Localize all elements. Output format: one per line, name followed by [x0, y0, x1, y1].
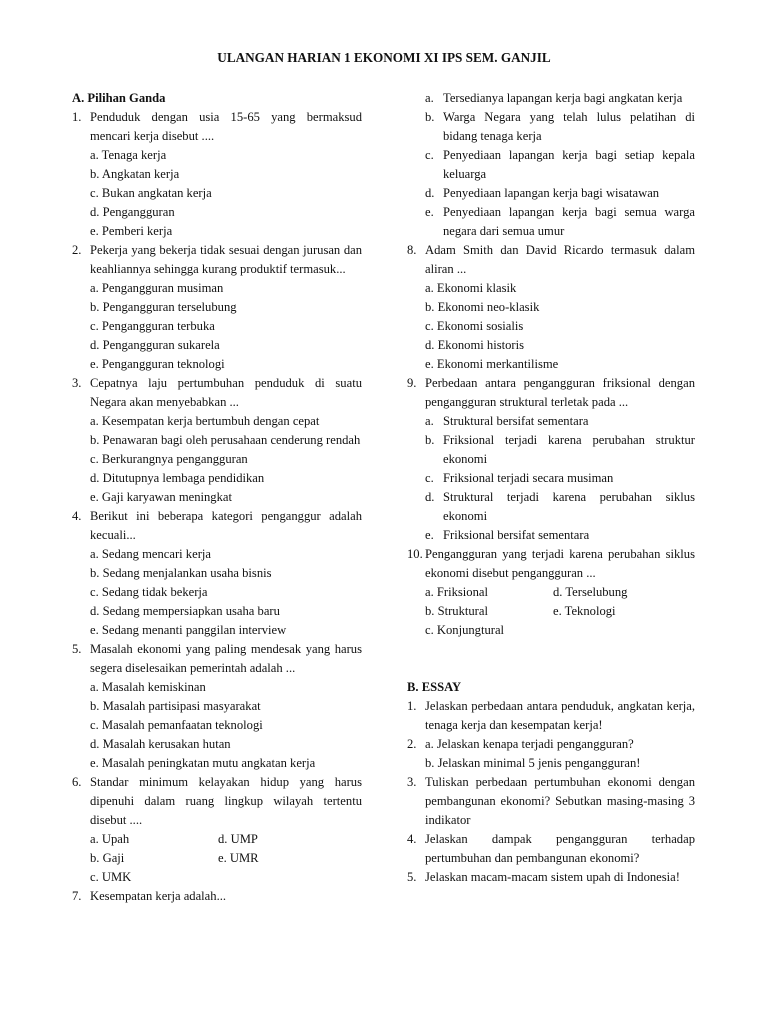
- option: [407, 203, 695, 241]
- option-letter: d.: [425, 490, 435, 504]
- question-text: Penduduk dengan usia 15-65 yang bermaksud mencari kerja disebut ....: [90, 110, 362, 143]
- option: d. Ekonomi historis: [425, 338, 525, 352]
- option: a. Masalah kemiskinan: [90, 680, 206, 694]
- option-letter: e.: [425, 205, 434, 219]
- option: c. Konjungtural: [425, 623, 505, 637]
- question-number: 9.: [407, 376, 417, 390]
- essay-question-5: [407, 868, 695, 887]
- option-letter: a.: [425, 91, 434, 105]
- section-a-heading: A. Pilihan Ganda: [72, 91, 166, 105]
- option: c. Berkurangnya pengangguran: [90, 452, 248, 466]
- option: b. Sedang menjalankan usaha bisnis: [90, 566, 272, 580]
- question-text: Jelaskan dampak pengangguran terhadap pertumbuhan dan pembangunan ekonomi?: [425, 832, 695, 865]
- option: [407, 146, 695, 184]
- option: e. Teknologi: [553, 604, 616, 618]
- question-text: Cepatnya laju pertumbuhan penduduk di suatu Negara akan menyebabkan ...: [90, 376, 362, 409]
- option: e. Pemberi kerja: [90, 224, 173, 238]
- option-text: Struktural bersifat sementara: [443, 414, 589, 428]
- question-8: [407, 241, 695, 279]
- option: a. Ekonomi klasik: [425, 281, 517, 295]
- option-text: Friksional bersifat sementara: [443, 528, 590, 542]
- option-row: [72, 830, 362, 849]
- option-letter: e.: [425, 528, 434, 542]
- question-text: Adam Smith dan David Ricardo termasuk dalam aliran ...: [425, 243, 695, 276]
- question-number: 1.: [72, 110, 82, 124]
- option-text: Penyediaan lapangan kerja bagi setiap kepala keluarga: [443, 148, 695, 181]
- question-text: Jelaskan macam-macam sistem upah di Indonesia!: [425, 870, 680, 884]
- option: c. Sedang tidak bekerja: [90, 585, 208, 599]
- essay-question-3: [407, 773, 695, 830]
- option: c. UMK: [90, 870, 132, 884]
- question-text: a. Jelaskan kenapa terjadi pengangguran?: [425, 737, 634, 751]
- left-column: [72, 89, 362, 906]
- option-text: Penyediaan lapangan kerja bagi semua warga negara dari semua umur: [443, 205, 695, 238]
- question-text: Pengangguran yang terjadi karena perubahan siklus ekonomi disebut pengangguran ...: [425, 547, 695, 580]
- option: b. Angkatan kerja: [90, 167, 180, 181]
- question-4: [72, 507, 362, 545]
- question-number: 7.: [72, 889, 82, 903]
- option-letter: c.: [425, 471, 434, 485]
- option-letter: b.: [425, 433, 435, 447]
- option: a. Kesempatan kerja bertumbuh dengan cepat: [90, 414, 320, 428]
- right-column: [407, 89, 695, 887]
- option: [407, 412, 695, 431]
- option: [407, 89, 695, 108]
- question-number: 6.: [72, 775, 82, 789]
- question-number: 5.: [407, 870, 417, 884]
- option-letter: c.: [425, 148, 434, 162]
- question-number: 2.: [72, 243, 82, 257]
- option: [407, 108, 695, 146]
- essay-question-4: [407, 830, 695, 868]
- option: d. Ditutupnya lembaga pendidikan: [90, 471, 265, 485]
- question-10: [407, 545, 695, 583]
- option: b. Struktural: [425, 604, 488, 618]
- question-text: Pekerja yang bekerja tidak sesuai dengan jurusan dan keahliannya sehingga kurang produktif termasuk...: [90, 243, 362, 276]
- option: [407, 184, 695, 203]
- option: e. Pengangguran teknologi: [90, 357, 225, 371]
- question-text: b. Jelaskan minimal 5 jenis pengangguran!: [425, 756, 641, 770]
- option-text: Penyediaan lapangan kerja bagi wisatawan: [443, 186, 660, 200]
- question-number: 1.: [407, 699, 417, 713]
- question-number: 10.: [407, 547, 423, 561]
- option: b. Ekonomi neo-klasik: [425, 300, 540, 314]
- question-number: [407, 754, 425, 773]
- option: a. Friksional: [425, 585, 488, 599]
- essay-question-2b: [407, 754, 695, 773]
- question-number: 5.: [72, 642, 82, 656]
- option-letter: a.: [425, 414, 434, 428]
- question-text: Kesempatan kerja adalah...: [90, 889, 227, 903]
- option: c. Masalah pemanfaatan teknologi: [90, 718, 263, 732]
- option: e. UMR: [218, 851, 259, 865]
- option: [407, 526, 695, 545]
- question-2: [72, 241, 362, 279]
- question-number: 8.: [407, 243, 417, 257]
- question-3: [72, 374, 362, 412]
- option: e. Masalah peningkatan mutu angkatan kerja: [90, 756, 316, 770]
- option: b. Penawaran bagi oleh perusahaan cenderung rendah: [90, 433, 361, 447]
- option-text: Friksional terjadi karena perubahan struktur ekonomi: [443, 433, 695, 466]
- option: b. Masalah partisipasi masyarakat: [90, 699, 261, 713]
- question-text: Standar minimum kelayakan hidup yang harus dipenuhi dalam ruang lingkup wilayah tertentu disebut ....: [90, 775, 362, 827]
- question-number: 3.: [72, 376, 82, 390]
- option: a. Sedang mencari kerja: [90, 547, 211, 561]
- option: e. Gaji karyawan meningkat: [90, 490, 232, 504]
- option: c. Ekonomi sosialis: [425, 319, 524, 333]
- option: b. Pengangguran terselubung: [90, 300, 237, 314]
- question-text: Masalah ekonomi yang paling mendesak yang harus segera diselesaikan pemerintah adalah ...: [90, 642, 362, 675]
- question-text: Tuliskan perbedaan pertumbuhan ekonomi dengan pembangunan ekonomi? Sebutkan masing-masing 3 indikator: [425, 775, 695, 827]
- option: c. Bukan angkatan kerja: [90, 186, 212, 200]
- option: [407, 488, 695, 526]
- option: d. Masalah kerusakan hutan: [90, 737, 231, 751]
- page-title: ULANGAN HARIAN 1 EKONOMI XI IPS SEM. GANJIL: [217, 50, 551, 65]
- option-row: [72, 849, 362, 868]
- option: a. Tenaga kerja: [90, 148, 167, 162]
- option-text: Tersedianya lapangan kerja bagi angkatan kerja: [443, 91, 683, 105]
- option: e. Ekonomi merkantilisme: [425, 357, 559, 371]
- question-text: Jelaskan perbedaan antara penduduk, angkatan kerja, tenaga kerja dan kesempatan kerja!: [425, 699, 695, 732]
- question-number: 4.: [407, 832, 417, 846]
- option-letter: b.: [425, 110, 435, 124]
- option: a. Pengangguran musiman: [90, 281, 224, 295]
- option: d. UMP: [218, 832, 258, 846]
- question-1: [72, 108, 362, 146]
- option-row: [407, 602, 695, 621]
- option: b. Gaji: [90, 851, 125, 865]
- essay-question-1: [407, 697, 695, 735]
- option-text: Friksional terjadi secara musiman: [443, 471, 614, 485]
- option: d. Pengangguran: [90, 205, 175, 219]
- option-text: Warga Negara yang telah lulus pelatihan di bidang tenaga kerja: [443, 110, 695, 143]
- option: a. Upah: [90, 832, 130, 846]
- option: d. Pengangguran sukarela: [90, 338, 220, 352]
- question-text: Berikut ini beberapa kategori penganggur adalah kecuali...: [90, 509, 362, 542]
- question-9: [407, 374, 695, 412]
- question-number: 4.: [72, 509, 82, 523]
- option: d. Sedang mempersiapkan usaha baru: [90, 604, 280, 618]
- option: e. Sedang menanti panggilan interview: [90, 623, 287, 637]
- option-letter: d.: [425, 186, 435, 200]
- essay-question-2a: [407, 735, 695, 754]
- option: d. Terselubung: [553, 585, 628, 599]
- option: c. Pengangguran terbuka: [90, 319, 215, 333]
- option: [407, 431, 695, 469]
- question-6: [72, 773, 362, 830]
- question-5: [72, 640, 362, 678]
- option: [407, 469, 695, 488]
- question-text: Perbedaan antara pengangguran friksional dengan pengangguran struktural terletak pada ...: [425, 376, 695, 409]
- question-7: [72, 887, 362, 906]
- option-row: [407, 583, 695, 602]
- section-b-heading: B. ESSAY: [407, 680, 462, 694]
- option-text: Struktural terjadi karena perubahan siklus ekonomi: [443, 490, 695, 523]
- question-number: 3.: [407, 775, 417, 789]
- question-number: 2.: [407, 737, 417, 751]
